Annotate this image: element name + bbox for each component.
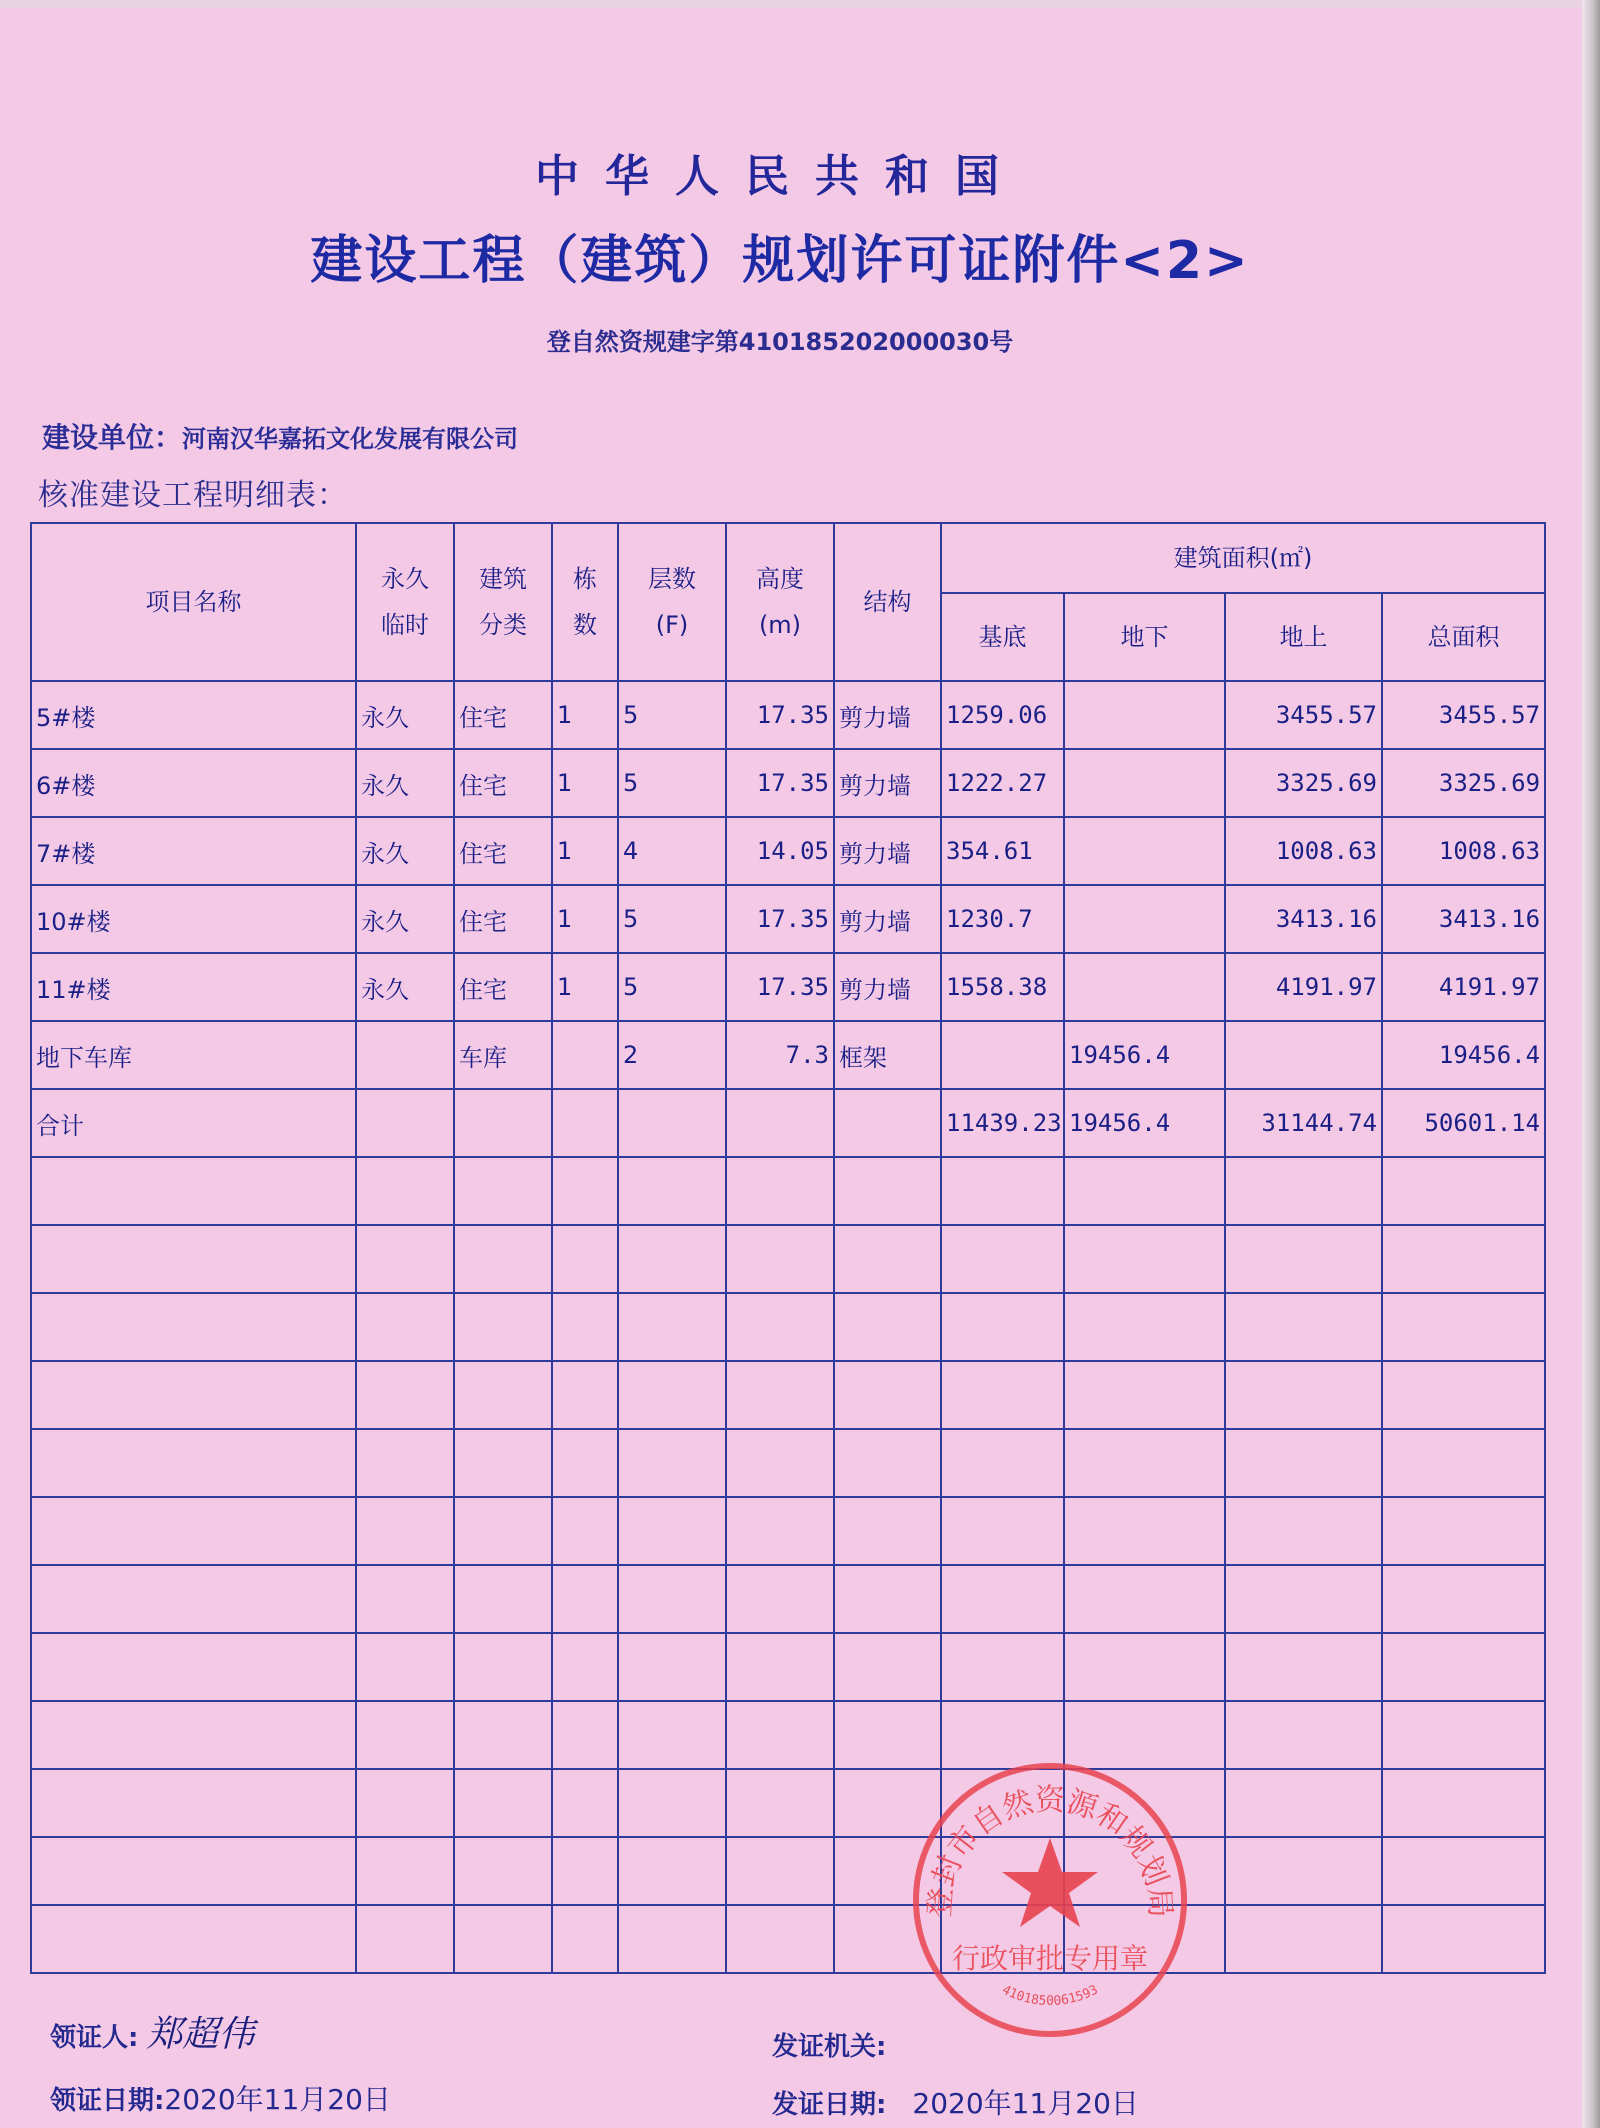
cell-total: 3455.57: [1382, 681, 1545, 749]
empty-cell: [552, 1769, 618, 1837]
cell-floors: 4: [618, 817, 726, 885]
header-base: 基底: [941, 593, 1064, 681]
empty-cell: [834, 1497, 941, 1565]
receiver-line: [50, 2006, 254, 2057]
empty-cell: [356, 1905, 454, 1973]
empty-cell: [1382, 1565, 1545, 1633]
empty-cell: [1382, 1429, 1545, 1497]
empty-cell: [726, 1633, 834, 1701]
issuer-line: [772, 2026, 886, 2063]
empty-cell: [618, 1565, 726, 1633]
empty-cell: [356, 1361, 454, 1429]
cell-base: 1558.38: [941, 953, 1064, 1021]
empty-cell: [552, 1157, 618, 1225]
cell-floors: 5: [618, 885, 726, 953]
empty-cell: [1064, 1225, 1225, 1293]
cell-count: 1: [552, 817, 618, 885]
cell-total: 19456.4: [1382, 1021, 1545, 1089]
cell-above: 4191.97: [1225, 953, 1382, 1021]
empty-cell: [941, 1293, 1064, 1361]
cell-category: 住宅: [454, 817, 552, 885]
header-total: 总面积: [1382, 593, 1545, 681]
table-row: [31, 749, 1545, 817]
empty-cell: [618, 1769, 726, 1837]
empty-cell: [552, 1429, 618, 1497]
applicant-label: 建设单位：: [42, 421, 183, 454]
empty-cell: [726, 1769, 834, 1837]
cell-above: 3325.69: [1225, 749, 1382, 817]
empty-cell: [31, 1905, 356, 1973]
receiver-label: 领证人:: [50, 2023, 139, 2053]
seal-inner-text: 行政审批专用章: [951, 1942, 1149, 1975]
cell-base: 1259.06: [941, 681, 1064, 749]
empty-cell: [31, 1293, 356, 1361]
empty-table-row: [31, 1837, 1545, 1905]
table-row: [31, 681, 1545, 749]
table-row: [31, 1021, 1545, 1089]
empty-cell: [552, 1497, 618, 1565]
cell-permanent: 永久: [356, 885, 454, 953]
empty-cell: [726, 1429, 834, 1497]
empty-cell: [1064, 1293, 1225, 1361]
empty-cell: [454, 1429, 552, 1497]
empty-cell: [834, 1361, 941, 1429]
empty-cell: [454, 1837, 552, 1905]
receive-date-label: 领证日期:: [50, 2086, 165, 2116]
cell-name: 5#楼: [31, 681, 356, 749]
empty-cell: [1225, 1429, 1382, 1497]
empty-cell: [31, 1497, 356, 1565]
empty-cell: [1225, 1293, 1382, 1361]
empty-cell: [1225, 1361, 1382, 1429]
empty-cell: [834, 1429, 941, 1497]
empty-cell: [1225, 1633, 1382, 1701]
empty-table-row: [31, 1905, 1545, 1973]
cell-total: 50601.14: [1382, 1089, 1545, 1157]
cell-count: 1: [552, 953, 618, 1021]
cell-permanent: 永久: [356, 817, 454, 885]
header-category: 建筑 分类: [454, 523, 552, 681]
empty-cell: [454, 1293, 552, 1361]
issue-date: 2020年11月20日: [912, 2087, 1139, 2120]
cell-structure: 剪力墙: [834, 953, 941, 1021]
cell-count: 1: [552, 749, 618, 817]
empty-cell: [31, 1701, 356, 1769]
cell-permanent: 永久: [356, 749, 454, 817]
license-number: 登自然资规建字第410185202000030号: [546, 328, 1014, 356]
country-title: 中华人民共和国: [535, 151, 1025, 202]
empty-cell: [454, 1905, 552, 1973]
empty-cell: [1382, 1633, 1545, 1701]
cell-underground: [1064, 681, 1225, 749]
cell-category: [454, 1089, 552, 1157]
cell-base: 11439.23: [941, 1089, 1064, 1157]
empty-cell: [726, 1905, 834, 1973]
receive-date: 2020年11月20日: [164, 2083, 391, 2116]
empty-cell: [1064, 1361, 1225, 1429]
cell-name: 6#楼: [31, 749, 356, 817]
empty-cell: [941, 1361, 1064, 1429]
empty-cell: [618, 1837, 726, 1905]
empty-cell: [31, 1225, 356, 1293]
empty-cell: [454, 1361, 552, 1429]
empty-cell: [1225, 1905, 1382, 1973]
empty-cell: [31, 1157, 356, 1225]
header-underground: 地下: [1064, 593, 1225, 681]
empty-cell: [1382, 1837, 1545, 1905]
empty-cell: [941, 1565, 1064, 1633]
empty-cell: [941, 1633, 1064, 1701]
cell-above: 1008.63: [1225, 817, 1382, 885]
empty-cell: [1064, 1157, 1225, 1225]
cell-underground: 19456.4: [1064, 1089, 1225, 1157]
cell-permanent: 永久: [356, 953, 454, 1021]
issuer-label: 发证机关:: [772, 2032, 887, 2062]
empty-cell: [1225, 1157, 1382, 1225]
empty-cell: [1225, 1565, 1382, 1633]
empty-cell: [618, 1701, 726, 1769]
empty-table-row: [31, 1225, 1545, 1293]
cell-base: 1222.27: [941, 749, 1064, 817]
empty-table-row: [31, 1157, 1545, 1225]
empty-cell: [834, 1157, 941, 1225]
empty-cell: [356, 1429, 454, 1497]
empty-cell: [454, 1769, 552, 1837]
cell-base: [941, 1021, 1064, 1089]
empty-cell: [726, 1497, 834, 1565]
cell-above: 3455.57: [1225, 681, 1382, 749]
empty-table-row: [31, 1769, 1545, 1837]
cell-structure: 剪力墙: [834, 681, 941, 749]
empty-cell: [1382, 1905, 1545, 1973]
cell-floors: [618, 1089, 726, 1157]
cell-floors: 5: [618, 953, 726, 1021]
cell-underground: [1064, 953, 1225, 1021]
cell-name: 11#楼: [31, 953, 356, 1021]
empty-table-row: [31, 1293, 1545, 1361]
empty-table-row: [31, 1361, 1545, 1429]
empty-cell: [834, 1225, 941, 1293]
seal-outer-text: 登封市自然资源和规划局: [922, 1782, 1178, 1919]
issue-date-label: 发证日期:: [772, 2090, 887, 2120]
cell-category: 车库: [454, 1021, 552, 1089]
cell-height: [726, 1089, 834, 1157]
header-floors: 层数 (F): [618, 523, 726, 681]
empty-cell: [726, 1361, 834, 1429]
cell-underground: 19456.4: [1064, 1021, 1225, 1089]
cell-category: 住宅: [454, 885, 552, 953]
receiver-signature: 郑超伟: [146, 2014, 255, 2055]
empty-cell: [726, 1157, 834, 1225]
applicant-line: [42, 416, 518, 456]
receive-date-line: [50, 2078, 391, 2118]
empty-cell: [454, 1701, 552, 1769]
cell-base: 1230.7: [941, 885, 1064, 953]
cell-total: 4191.97: [1382, 953, 1545, 1021]
cell-height: 17.35: [726, 885, 834, 953]
empty-cell: [552, 1905, 618, 1973]
applicant-name: 河南汉华嘉拓文化发展有限公司: [182, 425, 519, 453]
cell-total: 1008.63: [1382, 817, 1545, 885]
empty-cell: [834, 1565, 941, 1633]
cell-height: 17.35: [726, 749, 834, 817]
empty-cell: [356, 1293, 454, 1361]
cell-count: [552, 1021, 618, 1089]
empty-cell: [1382, 1157, 1545, 1225]
empty-table-row: [31, 1497, 1545, 1565]
empty-cell: [454, 1497, 552, 1565]
table-row: [31, 885, 1545, 953]
empty-cell: [356, 1701, 454, 1769]
cell-name: 10#楼: [31, 885, 356, 953]
empty-cell: [618, 1225, 726, 1293]
cell-permanent: [356, 1089, 454, 1157]
cell-count: 1: [552, 885, 618, 953]
cell-total: 3325.69: [1382, 749, 1545, 817]
cell-structure: [834, 1089, 941, 1157]
header-area-group: 建筑面积(㎡): [941, 523, 1545, 593]
header-height: 高度 (m): [726, 523, 834, 681]
empty-table-row: [31, 1565, 1545, 1633]
empty-table-row: [31, 1429, 1545, 1497]
empty-cell: [1064, 1633, 1225, 1701]
cell-height: 14.05: [726, 817, 834, 885]
empty-cell: [31, 1361, 356, 1429]
header-above: 地上: [1225, 593, 1382, 681]
cell-structure: 框架: [834, 1021, 941, 1089]
empty-cell: [454, 1225, 552, 1293]
empty-cell: [552, 1837, 618, 1905]
empty-cell: [1225, 1497, 1382, 1565]
cell-above: 3413.16: [1225, 885, 1382, 953]
cell-above: [1225, 1021, 1382, 1089]
cell-count: 1: [552, 681, 618, 749]
empty-cell: [1225, 1701, 1382, 1769]
empty-cell: [1382, 1497, 1545, 1565]
paper-right-edge: [1582, 0, 1600, 2128]
cell-floors: 5: [618, 681, 726, 749]
header-permanent: 永久 临时: [356, 523, 454, 681]
empty-cell: [356, 1157, 454, 1225]
header-structure: 结构: [834, 523, 941, 681]
empty-cell: [726, 1225, 834, 1293]
empty-cell: [552, 1701, 618, 1769]
official-seal: [910, 1760, 1190, 2040]
table-row: [31, 817, 1545, 885]
empty-cell: [941, 1701, 1064, 1769]
cell-permanent: [356, 1021, 454, 1089]
empty-cell: [454, 1633, 552, 1701]
cell-underground: [1064, 817, 1225, 885]
empty-cell: [1064, 1565, 1225, 1633]
empty-cell: [618, 1157, 726, 1225]
cell-total: 3413.16: [1382, 885, 1545, 953]
empty-cell: [31, 1429, 356, 1497]
cell-structure: 剪力墙: [834, 817, 941, 885]
table-title: 核准建设工程明细表：: [38, 478, 348, 513]
empty-cell: [726, 1837, 834, 1905]
empty-cell: [1064, 1701, 1225, 1769]
empty-cell: [1382, 1701, 1545, 1769]
cell-name: 7#楼: [31, 817, 356, 885]
cell-height: 17.35: [726, 953, 834, 1021]
empty-cell: [941, 1497, 1064, 1565]
table-body: [31, 681, 1545, 1973]
empty-cell: [1225, 1769, 1382, 1837]
seal-code: 4101850061593: [999, 1982, 1101, 2009]
empty-cell: [1382, 1361, 1545, 1429]
empty-cell: [1382, 1225, 1545, 1293]
empty-cell: [1225, 1837, 1382, 1905]
table-row: [31, 953, 1545, 1021]
empty-cell: [726, 1701, 834, 1769]
empty-cell: [552, 1565, 618, 1633]
cell-category: 住宅: [454, 749, 552, 817]
header-count: 栋 数: [552, 523, 618, 681]
cell-structure: 剪力墙: [834, 749, 941, 817]
empty-table-row: [31, 1633, 1545, 1701]
empty-cell: [1064, 1429, 1225, 1497]
cell-height: 17.35: [726, 681, 834, 749]
empty-cell: [356, 1837, 454, 1905]
empty-cell: [1064, 1497, 1225, 1565]
empty-cell: [834, 1633, 941, 1701]
cell-height: 7.3: [726, 1021, 834, 1089]
cell-name: 地下车库: [31, 1021, 356, 1089]
project-detail-table: [30, 522, 1546, 1974]
empty-cell: [726, 1293, 834, 1361]
empty-cell: [552, 1225, 618, 1293]
cell-category: 住宅: [454, 953, 552, 1021]
empty-cell: [31, 1565, 356, 1633]
empty-cell: [618, 1497, 726, 1565]
empty-cell: [1225, 1225, 1382, 1293]
empty-cell: [356, 1225, 454, 1293]
cell-underground: [1064, 749, 1225, 817]
empty-cell: [356, 1497, 454, 1565]
empty-cell: [1382, 1769, 1545, 1837]
empty-cell: [31, 1769, 356, 1837]
document-title: 建设工程（建筑）规划许可证附件<2>: [310, 231, 1250, 291]
empty-cell: [941, 1157, 1064, 1225]
empty-cell: [941, 1429, 1064, 1497]
table-row: [31, 1089, 1545, 1157]
empty-table-row: [31, 1701, 1545, 1769]
empty-cell: [834, 1293, 941, 1361]
empty-cell: [834, 1701, 941, 1769]
empty-cell: [31, 1837, 356, 1905]
empty-cell: [356, 1565, 454, 1633]
empty-cell: [941, 1225, 1064, 1293]
cell-name: 合计: [31, 1089, 356, 1157]
cell-floors: 5: [618, 749, 726, 817]
cell-above: 31144.74: [1225, 1089, 1382, 1157]
cell-category: 住宅: [454, 681, 552, 749]
empty-cell: [618, 1361, 726, 1429]
cell-floors: 2: [618, 1021, 726, 1089]
empty-cell: [1382, 1293, 1545, 1361]
empty-cell: [454, 1157, 552, 1225]
empty-cell: [618, 1429, 726, 1497]
header-project-name: 项目名称: [31, 523, 356, 681]
issue-date-line: [772, 2082, 1139, 2122]
cell-base: 354.61: [941, 817, 1064, 885]
empty-cell: [552, 1293, 618, 1361]
empty-cell: [356, 1769, 454, 1837]
empty-cell: [31, 1633, 356, 1701]
cell-count: [552, 1089, 618, 1157]
empty-cell: [552, 1361, 618, 1429]
paper-top-edge: [0, 0, 1600, 8]
cell-underground: [1064, 885, 1225, 953]
seal-star-icon: [1002, 1838, 1098, 1927]
empty-cell: [618, 1633, 726, 1701]
empty-cell: [552, 1633, 618, 1701]
empty-cell: [618, 1905, 726, 1973]
empty-cell: [618, 1293, 726, 1361]
cell-permanent: 永久: [356, 681, 454, 749]
empty-cell: [726, 1565, 834, 1633]
cell-structure: 剪力墙: [834, 885, 941, 953]
empty-cell: [454, 1565, 552, 1633]
empty-cell: [356, 1633, 454, 1701]
